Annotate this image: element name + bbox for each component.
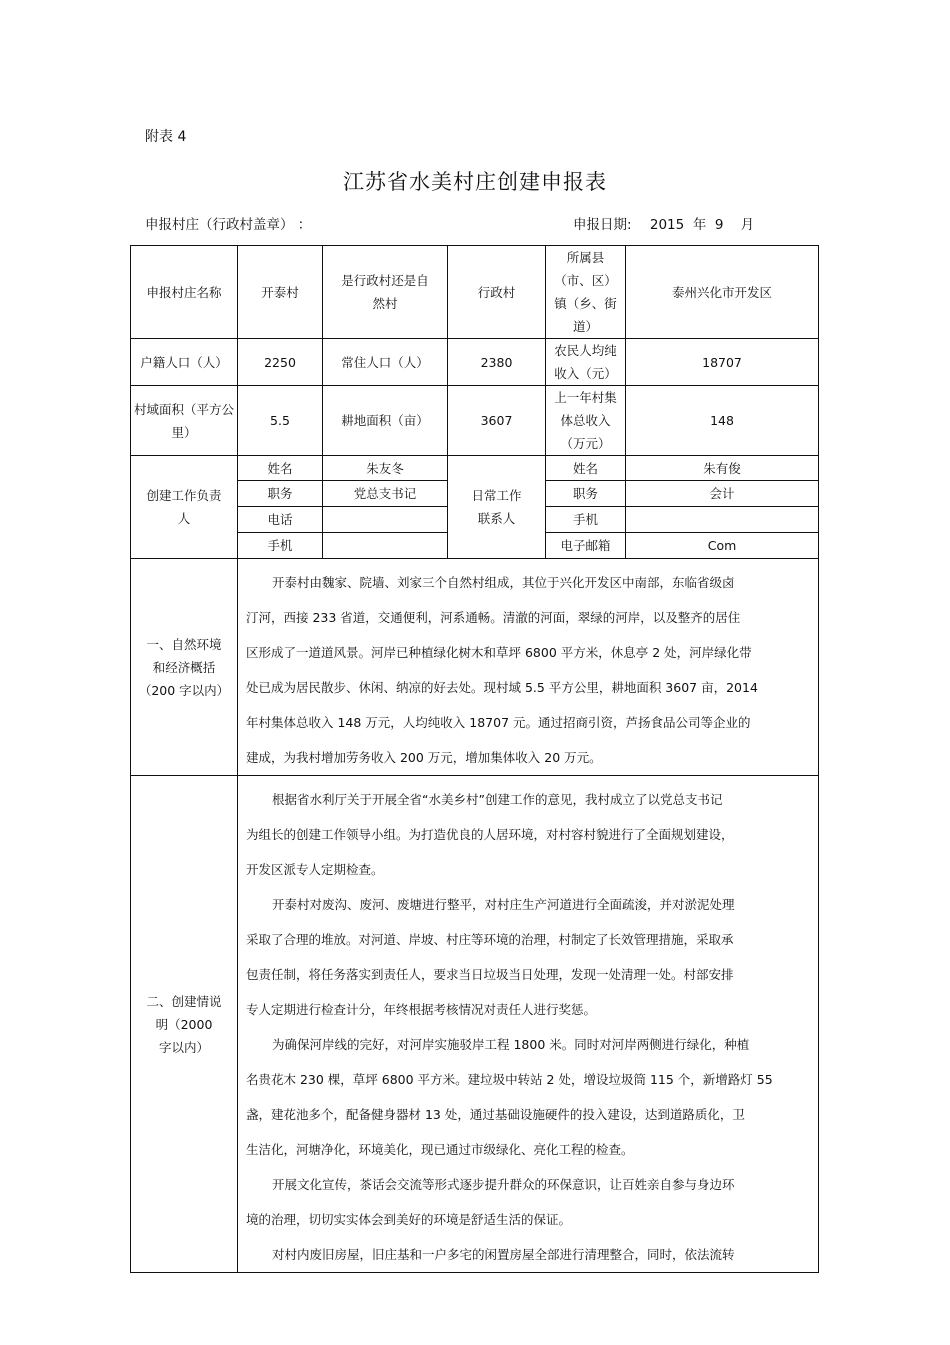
section1-text bbox=[238, 559, 819, 776]
county-label: 所属县（市、区）镇（乡、街道） bbox=[546, 246, 626, 339]
daily-title-label: 职务 bbox=[546, 481, 626, 507]
text-line: 开泰村由魏家、院墙、刘家三个自然村组成，其位于兴化开发区中南部，东临省级卤 bbox=[272, 575, 735, 590]
text-line: 境的治理，切切实实体会到美好的环境是舒适生活的保证。 bbox=[246, 1212, 572, 1227]
village-name-value: 开泰村 bbox=[238, 246, 323, 339]
text-line: 开展文化宣传，茶话会交流等形式逐步提升群众的环保意识，让百姓亲自参与身边环 bbox=[272, 1177, 735, 1192]
date-month-unit: 月 bbox=[740, 217, 755, 233]
report-date bbox=[573, 213, 754, 233]
section1-label bbox=[131, 559, 238, 776]
village-name-label: 申报村庄名称 bbox=[131, 246, 238, 339]
table-row bbox=[131, 559, 819, 776]
text-line: 开发区派专人定期检查。 bbox=[246, 862, 384, 877]
section1-label-line: （200 字以内） bbox=[138, 682, 230, 698]
text-line: 生洁化，河塘净化，环境美化，现已通过市级绿化、亮化工程的检查。 bbox=[246, 1142, 634, 1157]
household-population-label: 户籍人口（人） bbox=[131, 339, 238, 386]
leader-phone-label: 电话 bbox=[238, 507, 323, 533]
leader-name-label: 姓名 bbox=[238, 456, 323, 481]
daily-title-value: 会计 bbox=[626, 481, 819, 507]
text-line: 为组长的创建工作领导小组。为打造优良的人居环境，对村容村貌进行了全面规划建设， bbox=[246, 827, 734, 842]
income-value: 18707 bbox=[626, 339, 819, 386]
text-line: 年村集体总收入 148 万元，人均纯收入 18707 元。通过招商引资，芦扬食品公司等企业的 bbox=[246, 715, 751, 730]
daily-email-label: 电子邮箱 bbox=[546, 533, 626, 559]
text-line: 包责任制，将任务落实到责任人，要求当日垃圾当日处理，发现一处清理一处。村部安排 bbox=[246, 967, 734, 982]
daily-mobile-label: 手机 bbox=[546, 507, 626, 533]
daily-mobile-value bbox=[626, 507, 819, 533]
resident-population-label: 常住人口（人） bbox=[323, 339, 448, 386]
leader-label: 创建工作负责人 bbox=[131, 456, 238, 559]
village-type-label: 是行政村还是自然村 bbox=[323, 246, 448, 339]
text-line: 根据省水利厅关于开展全省“水美乡村”创建工作的意见，我村成立了以党总支书记 bbox=[272, 792, 723, 807]
village-label: 申报村庄（行政村盖章） ： bbox=[145, 217, 312, 233]
section2-label-line: 明（2000 bbox=[155, 1016, 213, 1032]
section1-label-line: 和经济概括 bbox=[152, 659, 216, 675]
leader-phone-value bbox=[323, 507, 448, 533]
farmland-area-value: 3607 bbox=[448, 386, 546, 456]
text-line: 区形成了一道道风景。河岸已种植绿化树木和草坪 6800 平方米，休息亭 2 处，河岸绿化带 bbox=[246, 645, 752, 660]
text-line: 汀河，西接 233 省道，交通便利，河系通畅。清澈的河面，翠绿的河岸，以及整齐的居住 bbox=[246, 610, 741, 625]
daily-name-value: 朱有俊 bbox=[626, 456, 819, 481]
text-line: 对村内废旧房屋，旧庄基和一户多宅的闲置房屋全部进行清理整合，同时，依法流转 bbox=[272, 1247, 735, 1262]
leader-title-value: 党总支书记 bbox=[323, 481, 448, 507]
table-row bbox=[131, 776, 819, 1273]
text-line: 开泰村对废沟、废河、废塘进行整平，对村庄生产河道进行全面疏浚，并对淤泥处理 bbox=[272, 897, 735, 912]
date-year-unit: 年 bbox=[692, 217, 707, 233]
form-title: 江苏省水美村庄创建申报表 bbox=[343, 170, 607, 194]
collective-income-label: 上一年村集体总收入（万元） bbox=[546, 386, 626, 456]
date-year: 2015 bbox=[649, 217, 685, 233]
text-line: 专人定期进行检查计分，年终根据考核情况对责任人进行奖惩。 bbox=[246, 1002, 597, 1017]
application-table bbox=[130, 245, 819, 1273]
text-line: 建成，为我村增加劳务收入 200 万元，增加集体收入 20 万元。 bbox=[246, 750, 602, 765]
table-row bbox=[131, 456, 819, 481]
farmland-area-label: 耕地面积（亩） bbox=[323, 386, 448, 456]
text-line: 盏，建花池多个，配备健身器材 13 处，通过基础设施硬件的投入建设，达到道路质化，卫 bbox=[246, 1107, 745, 1122]
collective-income-value: 148 bbox=[626, 386, 819, 456]
daily-contact-label: 日常工作联系人 bbox=[448, 456, 546, 559]
village-type-value: 行政村 bbox=[448, 246, 546, 339]
village-area-value: 5.5 bbox=[238, 386, 323, 456]
section1-label-line: 一、自然环境 bbox=[146, 636, 222, 652]
annex-number: 附表 4 bbox=[145, 129, 187, 145]
table-row bbox=[131, 246, 819, 339]
section2-text bbox=[238, 776, 819, 1273]
daily-name-label: 姓名 bbox=[546, 456, 626, 481]
text-line: 采取了合理的堆放。对河道、岸坡、村庄等环境的治理，村制定了长效管理措施，采取承 bbox=[246, 932, 734, 947]
household-population-value: 2250 bbox=[238, 339, 323, 386]
village-area-label: 村域面积（平方公里） bbox=[131, 386, 238, 456]
section2-label-line: 字以内） bbox=[158, 1039, 209, 1055]
date-month: 9 bbox=[714, 217, 724, 233]
leader-mobile-value bbox=[323, 533, 448, 559]
table-row bbox=[131, 386, 819, 456]
table-row bbox=[131, 339, 819, 386]
section2-label-line: 二、创建情说 bbox=[146, 993, 222, 1009]
text-line: 名贵花木 230 棵，草坪 6800 平方米。建垃圾中转站 2 处，增设垃圾筒 115 个，新增路灯 55 bbox=[246, 1072, 773, 1087]
resident-population-value: 2380 bbox=[448, 339, 546, 386]
daily-email-value: Com bbox=[626, 533, 819, 559]
text-line: 处已成为居民散步、休闲、纳凉的好去处。现村域 5.5 平方公里，耕地面积 3607 亩，2014 bbox=[246, 680, 758, 695]
date-label: 申报日期: bbox=[573, 217, 632, 233]
leader-mobile-label: 手机 bbox=[238, 533, 323, 559]
income-label: 农民人均纯收入（元） bbox=[546, 339, 626, 386]
leader-name-value: 朱友冬 bbox=[323, 456, 448, 481]
county-value: 泰州兴化市开发区 bbox=[626, 246, 819, 339]
leader-title-label: 职务 bbox=[238, 481, 323, 507]
text-line: 为确保河岸线的完好，对河岸实施驳岸工程 1800 米。同时对河岸两侧进行绿化，种植 bbox=[272, 1037, 750, 1052]
section2-label bbox=[131, 776, 238, 1273]
